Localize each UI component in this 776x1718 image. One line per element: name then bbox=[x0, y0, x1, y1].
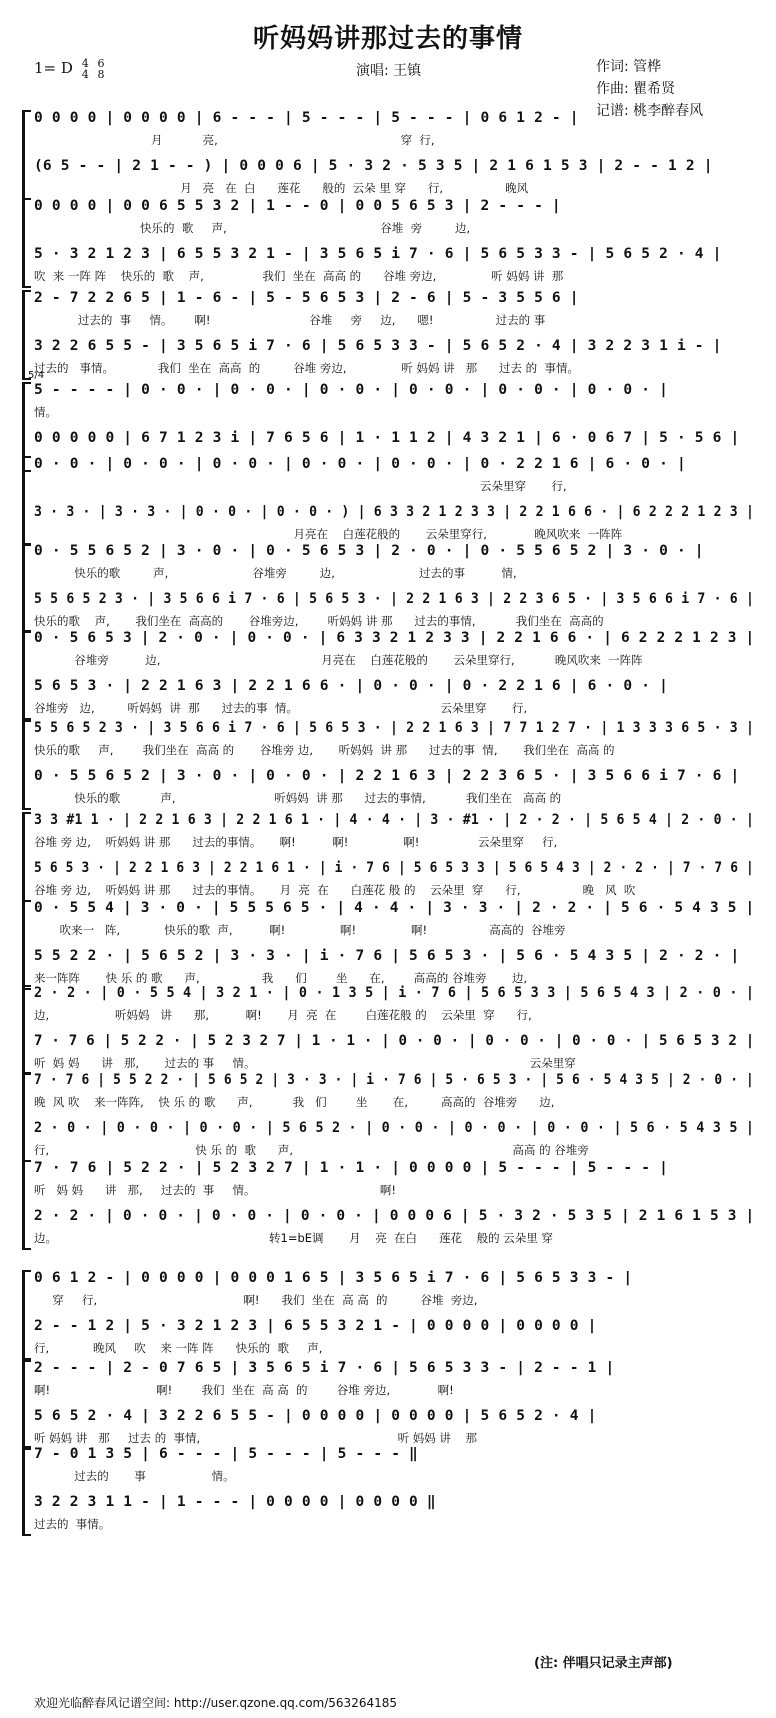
system-brace bbox=[22, 812, 31, 902]
lyric-line: 听 妈 妈 讲 那, 过去的 事 情。 云朵里穿 bbox=[34, 1056, 576, 1070]
system-brace bbox=[22, 1072, 31, 1162]
system-brace bbox=[22, 198, 31, 288]
lyric-line: 月 亮 在 白 莲花 般的 云朵 里 穿 行, 晚风 bbox=[34, 181, 529, 195]
lyric-line: 边。 转1=bE调 月 亮 在白 莲花 般的 云朵里 穿 bbox=[34, 1231, 553, 1245]
score-system bbox=[22, 290, 754, 380]
lyric-line: 快乐的歌 声, 谷堆旁 边, 过去的事 情, bbox=[34, 566, 517, 580]
lyric-line: 吹 来 一阵 阵 快乐的 歌 声, 我们 坐在 高高 的 谷堆 旁边, 听 妈妈 讲 那 bbox=[34, 269, 564, 283]
numbered-notation: 5 6 5 3 · | 2 2 1 6 3 | 2 2 1 6 1 · | i · 7 6 | 5 6 5 3 3 | 5 6 5 4 3 | 2 · 2 · | 7 · 7 6 | bbox=[34, 860, 754, 876]
lyric-line: 听 妈妈 讲 那 过去 的 事情, 听 妈妈 讲 那 bbox=[34, 1431, 478, 1445]
lyric-line: 情。 bbox=[34, 405, 57, 419]
lyric-line: 啊! 啊! 我们 坐在 高 高 的 谷堆 旁边, 啊! bbox=[34, 1383, 454, 1397]
system-brace bbox=[22, 720, 31, 810]
numbered-notation: 3 3 #1 1 · | 2 2 1 6 3 | 2 2 1 6 1 · | 4 · 4 · | 3 · #1 · | 2 · 2 · | 5 6 5 4 | 2 · 0 · | bbox=[34, 812, 755, 828]
score-system bbox=[22, 900, 754, 990]
lyric-line: 行, 晚风 吹 来 一阵 阵 快乐的 歌 声, bbox=[34, 1341, 323, 1355]
system-brace bbox=[22, 630, 31, 720]
numbered-notation: 0 0 0 0 0 | 6 7 1 2 3 i | 7 6 5 6 | 1 · 1 1 2 | 4 3 2 1 | 6 · 0 6 7 | 5 · 5 6 | bbox=[34, 430, 740, 446]
meter-change-label: 5/4 bbox=[28, 370, 45, 381]
lyric-line: 谷堆旁 边, 月亮在 白莲花般的 云朵里穿行, 晚风吹来 一阵阵 bbox=[34, 653, 643, 667]
lyric-line: 穿 行, 啊! 我们 坐在 高 高 的 谷堆 旁边, bbox=[34, 1293, 478, 1307]
lyric-line: 过去的 事 情。 啊! 谷堆 旁 边, 嗯! 过去的 事 bbox=[34, 313, 546, 327]
numbered-notation: 7 · 7 6 | 5 2 2 · | 5 2 3 2 7 | 1 · 1 · | 0 0 0 0 | 5 - - - | 5 - - - | bbox=[34, 1160, 669, 1176]
numbered-notation: 0 · 0 · | 0 · 0 · | 0 · 0 · | 0 · 0 · | 0 · 0 · | 0 · 2 2 1 6 | 6 · 0 · | bbox=[34, 456, 686, 472]
lyric-line: 快乐的歌 声, 我们坐在 高高 的 谷堆旁 边, 听妈妈 讲 那 过去的事 情, 我们坐在 高高 的 bbox=[34, 743, 615, 757]
numbered-notation: 3 · 3 · | 3 · 3 · | 0 · 0 · | 0 · 0 · ) | 6 3 3 2 1 2 3 3 | 2 2 1 6 6 · | 6 2 2 2 1 2 3 | bbox=[34, 504, 755, 520]
system-brace bbox=[22, 1446, 31, 1536]
lyric-line: 行, 快 乐 的 歌 声, 高高 的 谷堆旁 bbox=[34, 1143, 589, 1157]
numbered-notation: 5 5 2 2 · | 5 6 5 2 | 3 · 3 · | i · 7 6 | 5 6 5 3 · | 5 6 · 5 4 3 5 | 2 · 2 · | bbox=[34, 948, 740, 964]
score-system bbox=[22, 630, 754, 720]
system-brace bbox=[22, 290, 31, 380]
numbered-notation: 3 2 2 3 1 1 - | 1 - - - | 0 0 0 0 | 0 0 0 0 ‖ bbox=[34, 1494, 436, 1510]
score-system bbox=[22, 110, 754, 200]
lyric-line: 过去的 事情。 bbox=[34, 1517, 111, 1531]
system-brace bbox=[22, 456, 31, 546]
numbered-notation: 0 0 0 0 | 0 0 0 0 | 6 - - - | 5 - - - | 5 - - - | 0 6 1 2 - | bbox=[34, 110, 579, 126]
lyric-line: 过去的 事情。 我们 坐在 高高 的 谷堆 旁边, 听 妈妈 讲 那 过去 的 事情。 bbox=[34, 361, 579, 375]
numbered-notation: 0 0 0 0 | 0 0 6 5 5 3 2 | 1 - - 0 | 0 0 5 6 5 3 | 2 - - - | bbox=[34, 198, 561, 214]
numbered-notation: 2 · 2 · | 0 · 0 · | 0 · 0 · | 0 · 0 · | 0 0 0 6 | 5 · 3 2 · 5 3 5 | 2 1 6 1 5 3 | bbox=[34, 1208, 755, 1224]
score-system bbox=[22, 985, 754, 1075]
lyric-line: 月亮在 白莲花般的 云朵里穿行, 晚风吹来 一阵阵 bbox=[34, 527, 623, 541]
lyric-line: 快乐的 歌 声, 谷堆 旁 边, bbox=[34, 221, 471, 235]
numbered-notation: 5 6 5 3 · | 2 2 1 6 3 | 2 2 1 6 6 · | 0 · 0 · | 0 · 2 2 1 6 | 6 · 0 · | bbox=[34, 678, 669, 694]
lyric-line: 谷堆 旁 边, 听妈妈 讲 那 过去的事情。 月 亮 在 白莲花 般 的 云朵里 穿 行, 晚 风 吹 bbox=[34, 883, 636, 897]
system-brace bbox=[22, 1360, 31, 1450]
numbered-notation: (6 5 - - | 2 1 - - ) | 0 0 0 6 | 5 · 3 2 · 5 3 5 | 2 1 6 1 5 3 | 2 - - 1 2 | bbox=[34, 158, 713, 174]
system-brace bbox=[22, 1270, 31, 1360]
accompaniment-note: (注: 伴唱只记录主声部) bbox=[534, 1656, 673, 1671]
system-brace bbox=[22, 985, 31, 1075]
key-signature bbox=[34, 58, 104, 80]
numbered-notation: 0 · 5 5 6 5 2 | 3 · 0 · | 0 · 5 6 5 3 | 2 · 0 · | 0 · 5 5 6 5 2 | 3 · 0 · | bbox=[34, 543, 704, 559]
system-brace bbox=[22, 543, 31, 633]
system-brace bbox=[22, 900, 31, 990]
score-system bbox=[22, 1446, 754, 1536]
lyric-line: 听 妈 妈 讲 那, 过去的 事 情。 啊! bbox=[34, 1183, 396, 1197]
lyric-line: 过去的 事 情。 bbox=[34, 1469, 235, 1483]
lyric-line: 快乐的歌 声, 我们坐在 高高的 谷堆旁边, 听妈妈 讲 那 过去的事情, 我们坐在 高高的 bbox=[34, 614, 604, 628]
numbered-notation: 5 5 6 5 2 3 · | 3 5 6 6 i 7 · 6 | 5 6 5 3 · | 2 2 1 6 3 | 7 7 1 2 7 · | 1 3 3 3 6 5 · 3 | bbox=[34, 720, 755, 736]
score-system bbox=[22, 720, 754, 810]
numbered-notation: 7 - 0 1 3 5 | 6 - - - | 5 - - - | 5 - - - ‖ bbox=[34, 1446, 418, 1462]
numbered-notation: 7 · 7 6 | 5 2 2 · | 5 2 3 2 7 | 1 · 1 · | 0 · 0 · | 0 · 0 · | 0 · 0 · | 5 6 5 3 2 | bbox=[34, 1033, 755, 1049]
lyric-line: 云朵里穿 行, bbox=[34, 479, 567, 493]
numbered-notation: 5 5 6 5 2 3 · | 3 5 6 6 i 7 · 6 | 5 6 5 3 · | 2 2 1 6 3 | 2 2 3 6 5 · | 3 5 6 6 i 7 · 6 | bbox=[34, 591, 755, 607]
meter-4-4: 4 4 bbox=[81, 57, 89, 81]
numbered-notation: 2 · 2 · | 0 · 5 5 4 | 3 2 1 · | 0 · 1 3 5 | i · 7 6 | 5 6 5 3 3 | 5 6 5 4 3 | 2 · 0 · | bbox=[34, 985, 755, 1001]
score-system bbox=[22, 198, 754, 288]
singer-credit: 演唱: 王镇 bbox=[356, 63, 422, 79]
score-system bbox=[22, 1160, 754, 1250]
composer-credit: 作曲: 瞿希贤 bbox=[596, 81, 676, 97]
song-title: 听妈妈讲那过去的事情 bbox=[252, 24, 523, 54]
numbered-notation: 2 - 7 2 2 6 5 | 1 - 6 - | 5 - 5 6 5 3 | 2 - 6 | 5 - 3 5 5 6 | bbox=[34, 290, 579, 306]
lyricist-credit: 作词: 管桦 bbox=[596, 59, 662, 75]
meter-6-8: 6 8 bbox=[97, 57, 105, 81]
numbered-notation: 2 · 0 · | 0 · 0 · | 0 · 0 · | 5 6 5 2 · | 0 · 0 · | 0 · 0 · | 0 · 0 · | 5 6 · 5 4 3 5 | bbox=[34, 1120, 755, 1136]
lyric-line: 谷堆旁 边, 听妈妈 讲 那 过去的事 情。 云朵里穿 行, bbox=[34, 701, 528, 715]
lyric-line: 边, 听妈妈 讲 那, 啊! 月 亮 在 白莲花般 的 云朵里 穿 行, bbox=[34, 1008, 532, 1022]
lyric-line: 谷堆 旁 边, 听妈妈 讲 那 过去的事情。 啊! 啊! 啊! 云朵里穿 行, bbox=[34, 835, 558, 849]
numbered-notation: 2 - - 1 2 | 5 · 3 2 1 2 3 | 6 5 5 3 2 1 - | 0 0 0 0 | 0 0 0 0 | bbox=[34, 1318, 597, 1334]
numbered-notation: 7 · 7 6 | 5 5 2 2 · | 5 6 5 2 | 3 · 3 · | i · 7 6 | 5 · 6 5 3 · | 5 6 · 5 4 3 5 | 2 · 0 · | bbox=[34, 1072, 754, 1088]
score-system bbox=[22, 456, 754, 546]
system-brace bbox=[22, 1160, 31, 1250]
footer-credit: 欢迎光临醉春风记谱空间: http://user.qzone.qq.com/563264185 bbox=[34, 1696, 398, 1710]
numbered-notation: 0 · 5 5 6 5 2 | 3 · 0 · | 0 · 0 · | 2 2 1 6 3 | 2 2 3 6 5 · | 3 5 6 6 i 7 · 6 | bbox=[34, 768, 740, 784]
lyric-line: 晚 风 吹 来一阵阵, 快 乐 的 歌 声, 我 们 坐 在, 高高的 谷堆旁 边, bbox=[34, 1095, 555, 1109]
lyric-line: 来一阵阵 快 乐 的 歌 声, 我 们 坐 在, 高高的 谷堆旁 边, bbox=[34, 971, 528, 985]
score-system bbox=[22, 543, 754, 633]
lyric-line: 快乐的歌 声, 听妈妈 讲 那 过去的事情, 我们坐在 高高 的 bbox=[34, 791, 562, 805]
numbered-notation: 2 - - - | 2 - 0 7 6 5 | 3 5 6 5 i 7 · 6 | 5 6 5 3 3 - | 2 - - 1 | bbox=[34, 1360, 615, 1376]
lyric-line: 吹来一 阵, 快乐的歌 声, 啊! 啊! 啊! 高高的 谷堆旁 bbox=[34, 923, 566, 937]
system-brace bbox=[22, 110, 31, 200]
numbered-notation: 5 - - - - | 0 · 0 · | 0 · 0 · | 0 · 0 · | 0 · 0 · | 0 · 0 · | 0 · 0 · | bbox=[34, 382, 669, 398]
numbered-notation: 0 · 5 6 5 3 | 2 · 0 · | 0 · 0 · | 6 3 3 2 1 2 3 3 | 2 2 1 6 6 · | 6 2 2 2 1 2 3 | bbox=[34, 630, 755, 646]
numbered-notation: 3 2 2 6 5 5 - | 3 5 6 5 i 7 · 6 | 5 6 5 3 3 - | 5 6 5 2 · 4 | 3 2 2 3 1 i - | bbox=[34, 338, 722, 354]
numbered-notation: 0 · 5 5 4 | 3 · 0 · | 5 5 5 6 5 · | 4 · 4 · | 3 · 3 · | 2 · 2 · | 5 6 · 5 4 3 5 | bbox=[34, 900, 755, 916]
score-system bbox=[22, 812, 754, 902]
numbered-notation: 5 · 3 2 1 2 3 | 6 5 5 3 2 1 - | 3 5 6 5 i 7 · 6 | 5 6 5 3 3 - | 5 6 5 2 · 4 | bbox=[34, 246, 722, 262]
transcriber-credit: 记谱: 桃李醉春风 bbox=[596, 103, 704, 119]
score-system bbox=[22, 1270, 754, 1360]
lyric-line: 月 亮, 穿 行, bbox=[34, 133, 435, 147]
key-label: 1= D bbox=[34, 59, 73, 77]
score-system bbox=[22, 1072, 754, 1162]
score-system bbox=[22, 1360, 754, 1450]
numbered-notation: 5 6 5 2 · 4 | 3 2 2 6 5 5 - | 0 0 0 0 | 0 0 0 0 | 5 6 5 2 · 4 | bbox=[34, 1408, 597, 1424]
numbered-notation: 0 6 1 2 - | 0 0 0 0 | 0 0 0 1 6 5 | 3 5 6 5 i 7 · 6 | 5 6 5 3 3 - | bbox=[34, 1270, 633, 1286]
